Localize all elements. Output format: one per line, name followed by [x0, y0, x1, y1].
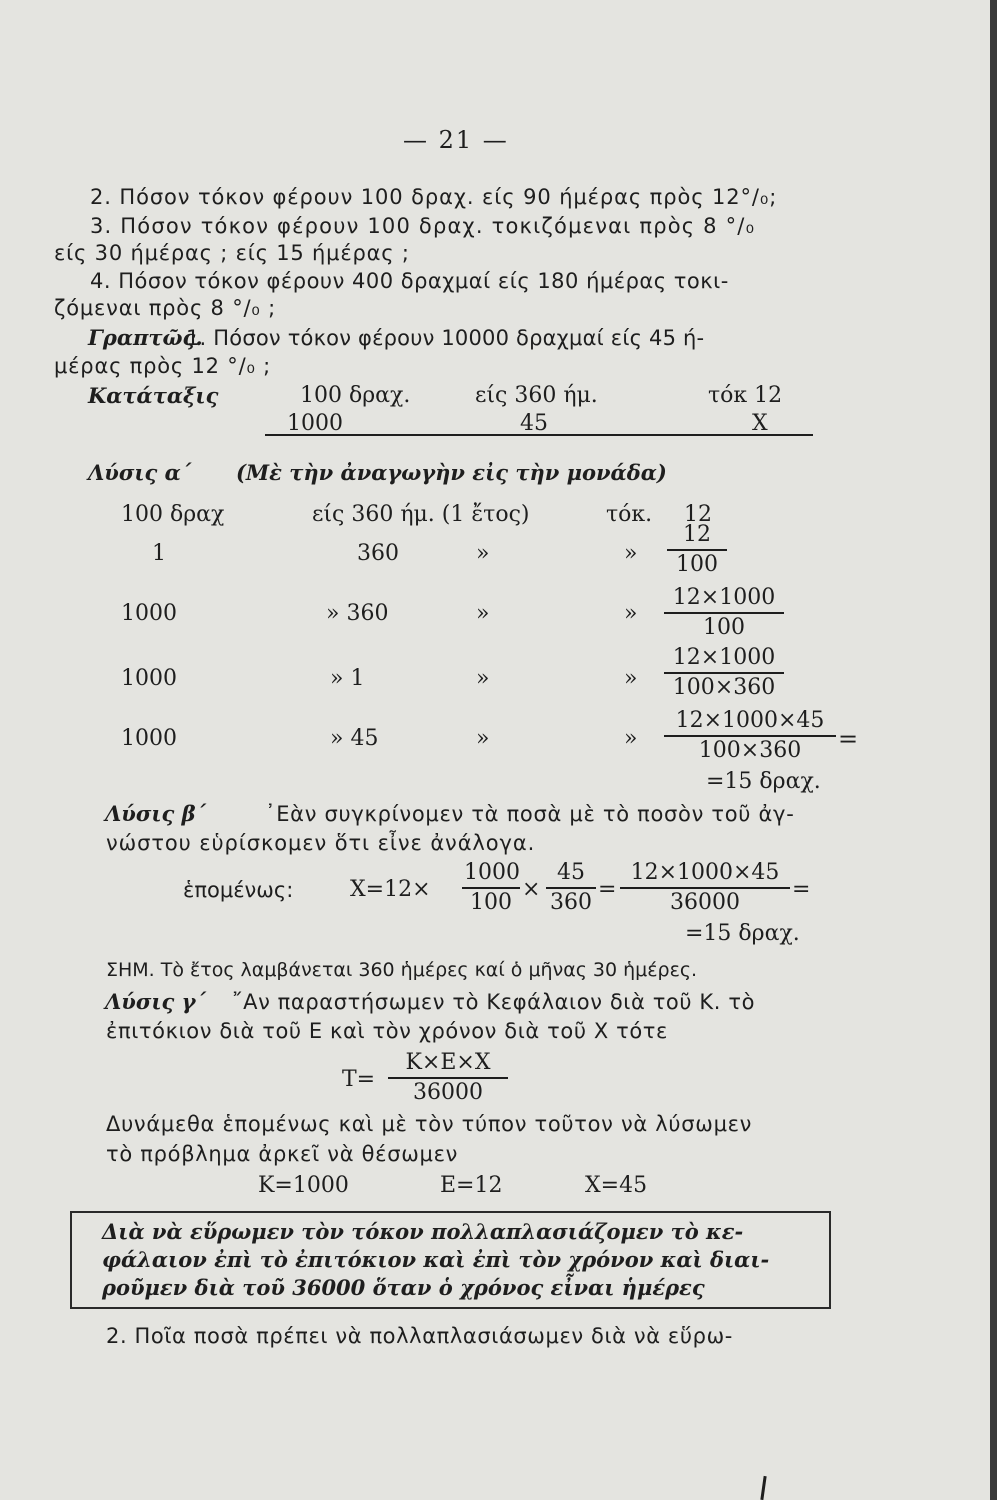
solution-b-f1-num: 1000 [462, 860, 520, 889]
solution-c-label: Λύσις γ΄ [105, 989, 206, 1014]
interest-formula-den: 36000 [413, 1080, 483, 1105]
solution-b-f3-num: 12×1000×45 [620, 860, 790, 889]
solution-b-f1-den: 100 [470, 890, 512, 915]
rule-box [70, 1211, 831, 1309]
solution-a-row2-den: 100 [703, 615, 745, 640]
solution-a-row1-q2: » [624, 541, 638, 566]
solution-a-method: (Μὲ τὴν ἀναγωγὴν εἰς τὴν μονάδα) [236, 460, 667, 485]
arrangement-days-1: είς 360 ήμ. [475, 383, 598, 408]
solution-a-row4-q2: » [624, 726, 638, 751]
solution-b-times: × [522, 877, 541, 902]
solution-a-row1-den: 100 [676, 552, 718, 577]
solution-b-text-line1: ᾿Εὰν συγκρίνομεν τὰ ποσὰ μὲ τὸ ποσὸν τοῦ ἀγ- [265, 802, 795, 826]
arrangement-unknown: X [752, 411, 768, 436]
solution-a-row3-amount: 1000 [121, 666, 177, 691]
solution-b-f3-den: 36000 [670, 890, 740, 915]
solution-a-row0-amount: 100 δραχ [121, 502, 225, 527]
solution-a-row0-rate: τόκ. [606, 502, 653, 527]
solution-c-text-line1: ῎Αν παραστήσωμεν τὸ Κεφάλαιον διὰ τοῦ Κ. τὸ [232, 990, 756, 1014]
solution-c-text-line2: ἐπιτόκιον διὰ τοῦ Ε καὶ τὸν χρόνον διὰ τοῦ Χ τότε [106, 1019, 668, 1043]
problem-4-line1: 4. Πόσον τόκον φέρουν 400 δραχμαί είς 180 ήμέρας τοκι- [90, 269, 729, 293]
page-number: — 21 — [403, 126, 509, 154]
solution-a-row3-num: 12×1000 [664, 645, 784, 674]
value-e: E=12 [440, 1173, 503, 1198]
interest-formula-fraction [388, 1050, 508, 1106]
formula-lhs: T= [342, 1067, 376, 1092]
problem-3-line1: 3. Πόσον τόκον φέρουν 100 δραχ. τοκιζόμεναι πρòς 8 °/₀ [90, 214, 756, 238]
solution-a-row4-amount: 1000 [121, 726, 177, 751]
solution-a-row4-days: » 45 [330, 726, 379, 751]
solution-a-row1-fraction [667, 522, 727, 578]
arrangement-rate-1: τόκ 12 [708, 383, 783, 408]
interest-formula-num: K×E×X [388, 1050, 508, 1079]
rule-line-1: Διὰ νὰ εὕρωμεν τὸν τόκον πολλαπλασιάζομεν τὸ κε- [102, 1219, 744, 1244]
arrangement-amount-2: 1000 [287, 411, 343, 436]
solution-a-row2-num: 12×1000 [664, 585, 784, 614]
solution-a-row3-days: » 1 [330, 666, 365, 691]
solution-a-row1-num: 12 [667, 522, 727, 551]
solution-c-text-line3: Δυνάμεθα ἑπομένως καὶ μὲ τὸν τύπον τοῦτον νὰ λύσωμεν [106, 1112, 753, 1136]
written-question-line2: μέρας πρòς 12 °/₀ ; [54, 354, 272, 378]
final-question: 2. Ποῖα ποσὰ πρέπει νὰ πολλαπλασιάσωμεν διὰ νὰ εὕρω- [106, 1324, 733, 1348]
solution-a-row2-q1: » [476, 601, 490, 626]
solution-a-row1-amount: 1 [152, 541, 166, 566]
solution-b-fraction-1 [462, 860, 520, 916]
solution-b-x-equals: X=12× [350, 877, 431, 902]
solution-a-row4-equals: = [838, 725, 859, 753]
solution-a-row1-q1: » [476, 541, 490, 566]
scan-mark [760, 1476, 766, 1500]
problem-4-line2: ζόμεναι πρòς 8 °/₀ ; [54, 296, 276, 320]
solution-a-row4-fraction [664, 708, 836, 764]
written-question-line1: 1. Πόσον τόκον φέρουν 10000 δραχμαί είς 45 ή- [186, 326, 705, 350]
arrangement-amount-1: 100 δραχ. [300, 383, 411, 408]
solution-b-equals-2: = [792, 877, 811, 902]
solution-b-lead: ἑπομένως: [183, 878, 294, 902]
solution-a-row3-q1: » [476, 666, 490, 691]
solution-a-row0-value: 12 [684, 502, 712, 527]
arrangement-days-2: 45 [520, 411, 548, 436]
note: ΣΗΜ. Τὸ ἔτος λαμβάνεται 360 ἡμέρες καί ὁ μῆνας 30 ἡμέρες. [106, 959, 698, 981]
solution-c-text-line4: τὸ πρόβλημα ἀρκεῖ νὰ θέσωμεν [106, 1142, 459, 1166]
solution-a-row3-den: 100×360 [672, 675, 776, 700]
solution-a-row1-days: 360 [357, 541, 399, 566]
solution-b-fraction-2 [546, 860, 596, 916]
problem-2: 2. Πόσον τόκον φέρουν 100 δραχ. είς 90 ήμέρας πρòς 12°/₀; [90, 185, 778, 209]
solution-a-row4-den: 100×360 [698, 738, 802, 763]
solution-b-label: Λύσις β΄ [105, 801, 207, 826]
rule-line-2: φάλαιον ἐπὶ τὸ ἐπιτόκιον καὶ ἐπὶ τὸν χρόνον καὶ διαι- [102, 1247, 770, 1272]
solution-a-row2-amount: 1000 [121, 601, 177, 626]
solution-b-fraction-3 [620, 860, 790, 916]
solution-a-row3-q2: » [624, 666, 638, 691]
solution-a-row2-fraction [664, 585, 784, 641]
problem-3-line2: είς 30 ήμέρας ; είς 15 ήμέρας ; [54, 241, 410, 265]
written-label: Γραπτῶς. [88, 325, 203, 350]
solution-a-row0-days: είς 360 ήμ. (1 ἔτος) [312, 502, 530, 527]
solution-a-row2-q2: » [624, 601, 638, 626]
solution-a-result: =15 δραχ. [706, 769, 821, 794]
solution-a-row4-q1: » [476, 726, 490, 751]
solution-a-label: Λύσις α΄ [88, 460, 192, 485]
solution-a-row4-num: 12×1000×45 [664, 708, 836, 737]
solution-b-equals: = [598, 877, 617, 902]
solution-b-text-line2: νώστου εὑρίσκομεν ὅτι εἶνε ἀνάλογα. [106, 831, 536, 855]
value-k: K=1000 [258, 1173, 349, 1198]
rule-line-3: ροῦμεν διὰ τοῦ 36000 ὅταν ὁ χρόνος εἶναι ἡμέρες [102, 1275, 705, 1300]
solution-b-f2-den: 360 [550, 890, 592, 915]
solution-a-row3-fraction [664, 645, 784, 701]
solution-b-result: =15 δραχ. [685, 921, 800, 946]
value-x: X=45 [585, 1173, 648, 1198]
page-edge [990, 0, 997, 1500]
solution-a-row2-days: » 360 [326, 601, 389, 626]
arrangement-label: Κατάταξις [88, 383, 219, 408]
solution-b-f2-num: 45 [546, 860, 596, 889]
